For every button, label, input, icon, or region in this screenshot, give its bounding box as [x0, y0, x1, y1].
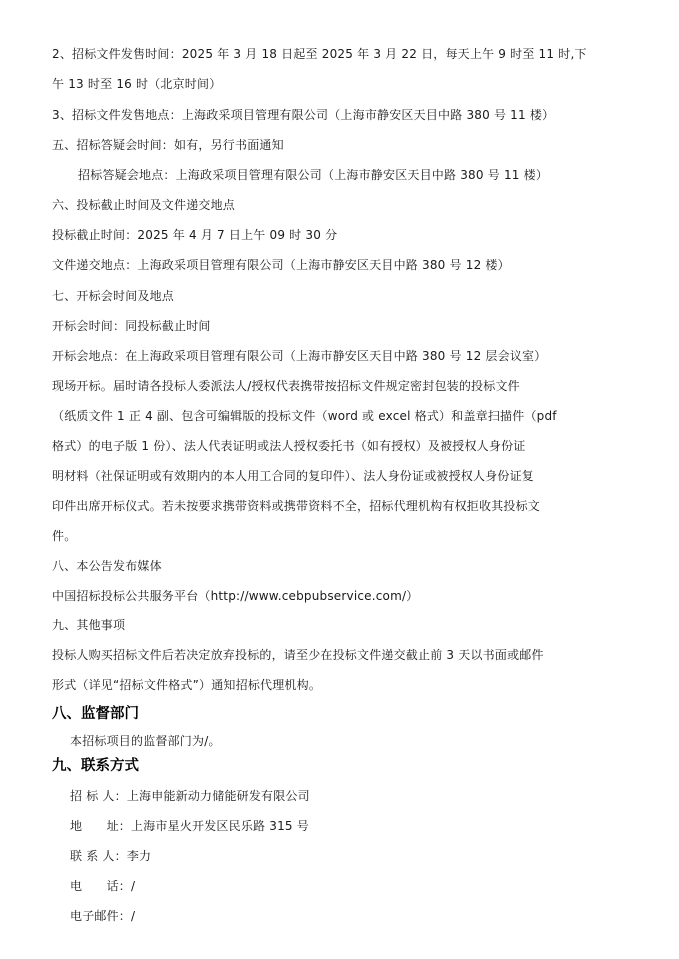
- phone-value: /: [131, 879, 136, 893]
- section-nine-other-title: 九、其他事项: [52, 618, 126, 632]
- section-five-title: 五、招标答疑会时间：如有，另行书面通知: [52, 138, 284, 152]
- sale-time-line-2: 午 13 时至 16 时（北京时间）: [52, 77, 222, 91]
- contact-address-row: [70, 818, 309, 834]
- supervision-text: 本招标项目的监督部门为/。: [70, 734, 221, 748]
- bid-deadline-line: 投标截止时间：2025 年 4 月 7 日上午 09 时 30 分: [52, 228, 338, 242]
- media-platform-line: 中国招标投标公共服务平台（http://www.cebpubservice.com/）: [52, 589, 419, 603]
- contact-person-row: [70, 848, 151, 864]
- sale-time-line-1: 2、招标文件发售时间：2025 年 3 月 18 日起至 2025 年 3 月 22 日，每天上午 9 时至 11 时,下: [52, 47, 587, 61]
- address-value: 上海市星火开发区民乐路 315 号: [131, 819, 309, 833]
- tenderer-value: 上海申能新动力储能研发有限公司: [126, 789, 310, 803]
- section-six-title: 六、投标截止时间及文件递交地点: [52, 198, 236, 212]
- opening-paragraph-line-3: 格式）的电子版 1 份）、法人代表证明或法人授权委托书（如有授权）及被授权人身份证: [52, 439, 526, 453]
- contact-heading: 九、联系方式: [52, 758, 139, 774]
- person-value: 李力: [126, 849, 152, 863]
- supervision-heading: 八、监督部门: [52, 706, 139, 722]
- opening-location-line: 开标会地点：在上海政采项目管理有限公司（上海市静安区天目中路 380 号 12 层会议室）: [52, 349, 547, 363]
- other-matters-line-1: 投标人购买招标文件后若决定放弃投标的，请至少在投标文件递交截止前 3 天以书面或邮件: [52, 648, 544, 662]
- phone-label: 电 话：: [70, 879, 132, 893]
- opening-paragraph-line-6: 件。: [52, 529, 77, 543]
- section-seven-title: 七、开标会时间及地点: [52, 289, 175, 303]
- tenderer-label: 招 标 人：: [70, 789, 127, 803]
- opening-paragraph-line-4: 明材料（社保证明或有效期内的本人用工合同的复印件）、法人身份证或被授权人身份证复: [52, 469, 535, 483]
- opening-paragraph-line-1: 现场开标。届时请各投标人委派法人/授权代表携带按招标文件规定密封包装的投标文件: [52, 379, 520, 393]
- opening-paragraph-line-2: （纸质文件 1 正 4 副、包含可编辑版的投标文件（word 或 excel 格式）和盖章扫描件（pdf: [52, 409, 557, 423]
- contact-email-row: [70, 908, 135, 924]
- email-value: /: [131, 909, 136, 923]
- opening-time-line: 开标会时间：同投标截止时间: [52, 319, 211, 333]
- other-matters-line-2: 形式（详见“招标文件格式”）通知招标代理机构。: [52, 678, 322, 692]
- person-label: 联 系 人：: [70, 849, 127, 863]
- address-label: 地 址：: [70, 819, 132, 833]
- contact-phone-row: [70, 878, 135, 894]
- submission-location-line: 文件递交地点：上海政采项目管理有限公司（上海市静安区天目中路 380 号 12 楼）: [52, 258, 510, 272]
- section-eight-media-title: 八、本公告发布媒体: [52, 559, 162, 573]
- contact-tenderer-row: [70, 788, 310, 804]
- opening-paragraph-line-5: 印件出席开标仪式。若未按要求携带资料或携带资料不全，招标代理机构有权拒收其投标文: [52, 499, 541, 513]
- sale-location-line: 3、招标文件发售地点：上海政采项目管理有限公司（上海市静安区天目中路 380 号 11 楼）: [52, 108, 555, 122]
- qa-location-line: 招标答疑会地点：上海政采项目管理有限公司（上海市静安区天目中路 380 号 11 楼）: [78, 168, 549, 182]
- email-label: 电子邮件：: [70, 909, 132, 923]
